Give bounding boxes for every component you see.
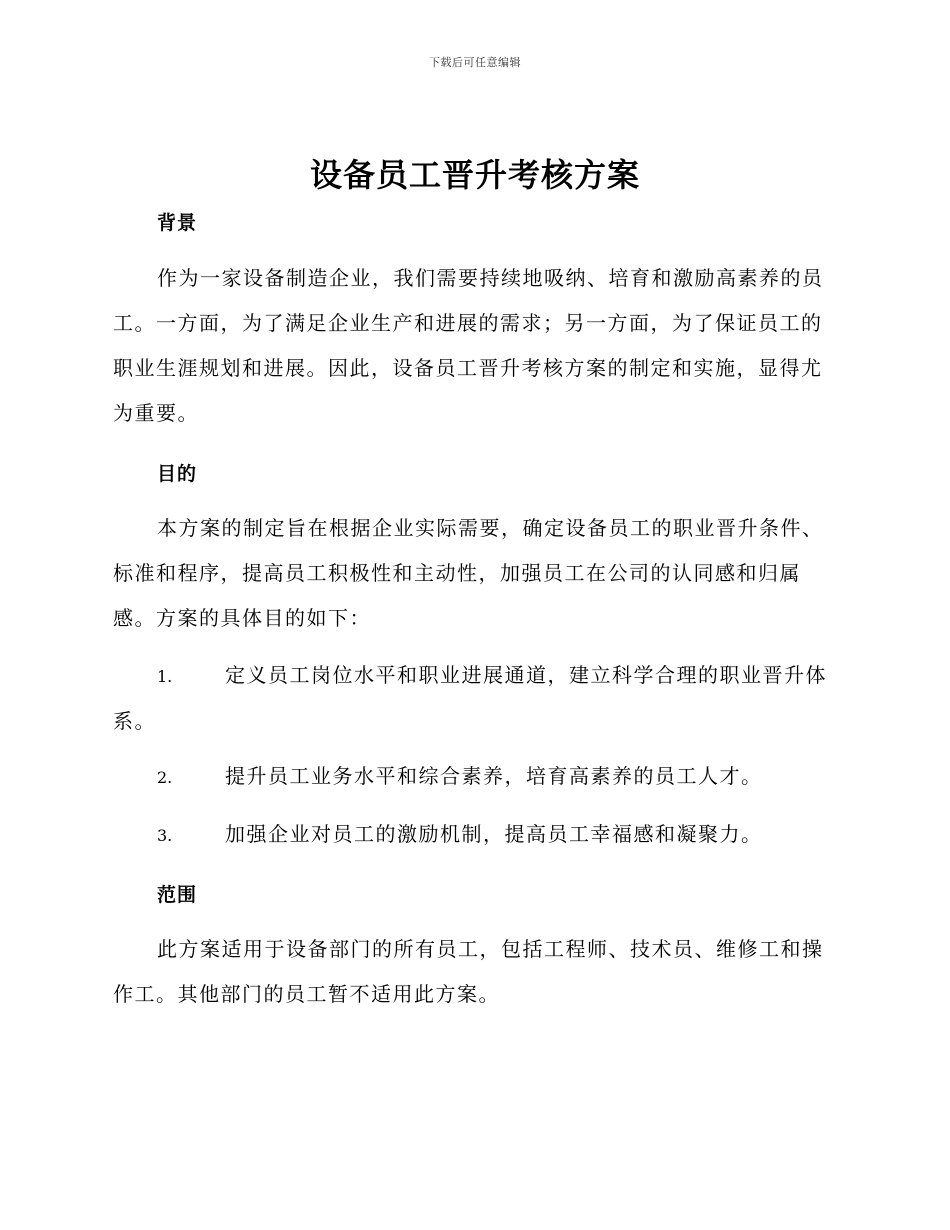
document-title: 设备员工晋升考核方案 <box>309 156 640 194</box>
purpose-list-item-1 <box>113 653 843 744</box>
section-heading-scope: 范围 <box>157 884 198 906</box>
section-heading-purpose: 目的 <box>157 463 198 485</box>
list-item-text: 提升员工业务水平和综合素养，培育高素养的员工人才。 <box>225 764 763 788</box>
list-number: 1. <box>157 667 173 686</box>
purpose-list-item-3 <box>113 812 843 858</box>
list-item-text: 加强企业对员工的激励机制，提高员工幸福感和凝聚力。 <box>225 822 763 846</box>
header-note: 下载后可任意编辑 <box>429 56 521 69</box>
scope-paragraph: 此方案适用于设备部门的所有员工，包括工程师、技术员、维修工和操作工。其他部门的员工暂不适用此方案。 <box>113 937 824 1006</box>
purpose-list-item-2 <box>113 754 843 800</box>
purpose-paragraph: 本方案的制定旨在根据企业实际需要，确定设备员工的职业晋升条件、标准和程序，提高员工积极性和主动性，加强员工在公司的认同感和归属感。方案的具体目的如下： <box>113 516 824 630</box>
list-number: 2. <box>157 768 173 787</box>
background-paragraph: 作为一家设备制造企业，我们需要持续地吸纳、培育和激励高素养的员工。一方面，为了满足企业生产和进展的需求；另一方面，为了保证员工的职业生涯规划和进展。因此，设备员工晋升考核方案的制定和实施，显得尤为重要。 <box>113 266 824 425</box>
list-number: 3. <box>157 826 173 845</box>
list-item-text: 定义员工岗位水平和职业进展通道，建立科学合理的职业晋升体系。 <box>113 663 827 733</box>
section-heading-background: 背景 <box>157 212 198 234</box>
